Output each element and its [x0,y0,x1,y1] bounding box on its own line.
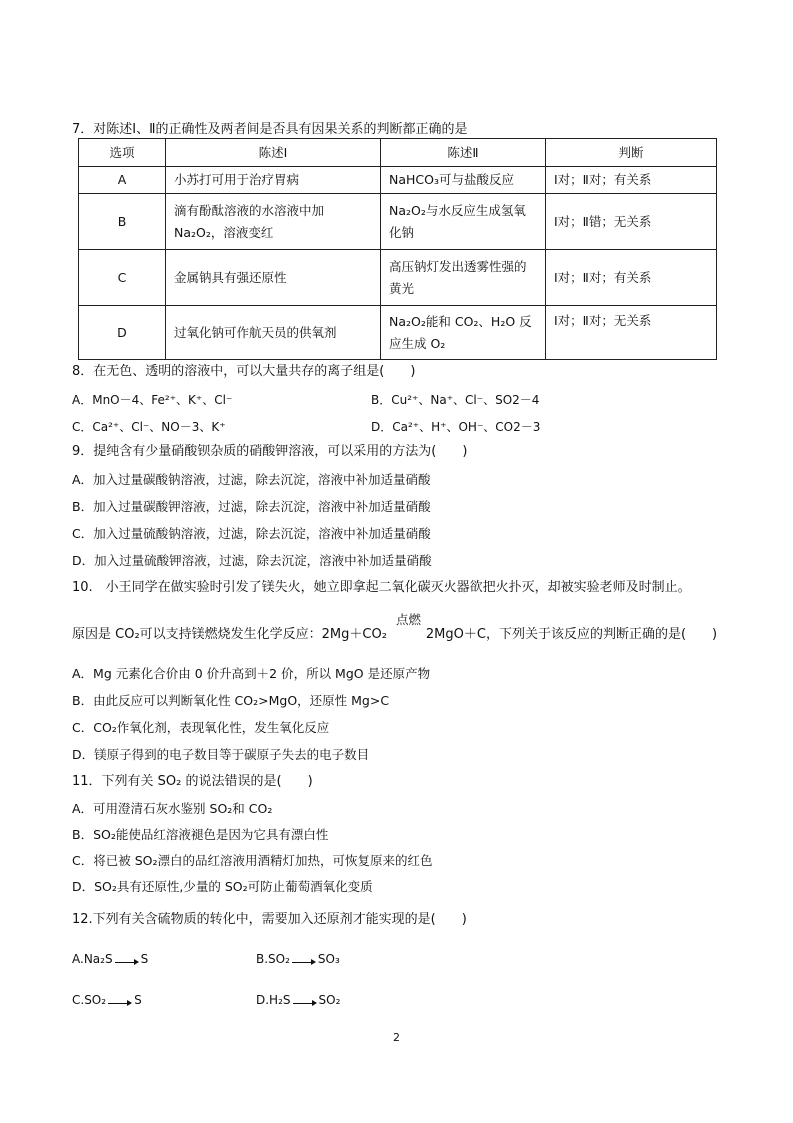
judge-cell: Ⅰ对；Ⅱ对；有关系 [546,167,717,194]
option-cell: C [79,250,166,306]
arrow-icon [293,997,317,1005]
product: SO₃ [317,952,340,966]
option-cell: D [79,306,166,360]
statement1-cell [166,306,381,360]
q10-line2: 原因是 CO₂可以支持镁燃烧发生化学反应：2Mg＋CO₂ 2MgO＋C，下列关于该反应的判断正确的是( ) [72,627,718,642]
cell-line: Na₂O₂与水反应生成氢氧 [389,202,526,218]
page-number: 2 [393,1031,400,1044]
arrow-icon [115,956,139,964]
cell-line: 小苏打可用于治疗胃病 [174,172,300,187]
statement2-cell [381,250,546,306]
table-header-cell: 陈述Ⅰ [166,139,381,167]
cell-line: 应生成 O₂ [389,335,446,351]
table-header-cell: 陈述Ⅱ [381,139,546,167]
q12-option-a [72,952,148,966]
statement2-cell [381,167,546,194]
cell-line: 金属钠具有强还原性 [174,269,287,285]
q8-option-c: C．Ca²⁺、Cl⁻、NO－3、K⁺ [72,420,226,434]
judge-cell: Ⅰ对；Ⅱ对；无关系 [546,306,717,360]
q10-reaction-condition: 点燃 [396,612,422,627]
reactant: B.SO₂ [256,952,290,966]
product: S [140,952,149,966]
cell-line: 高压钠灯发出透雾性强的 [389,258,527,274]
q12-option-b [256,952,340,966]
statement2-cell [381,194,546,250]
q12-option-d [256,993,340,1007]
statement1-cell [166,167,381,194]
q8-option-d: D．Ca²⁺、H⁺、OH⁻、CO2－3 [371,420,541,434]
product: S [134,993,142,1007]
judge-cell: Ⅰ对；Ⅱ对；有关系 [546,250,717,306]
q10-line1: 10. 小王同学在做实验时引发了镁失火，她立即拿起二氧化碳灭火器欲把火扑灭，却被实验老师及时制止。 [72,580,691,595]
q11-option-a: A．可用澄清石灰水鉴别 SO₂和 CO₂ [72,801,273,816]
q8-option-b: B．Cu²⁺、Na⁺、Cl⁻、SO2－4 [371,393,540,407]
cell-line: 黄光 [389,280,415,296]
reactant: A.Na₂S [72,952,113,966]
table-row [79,194,717,250]
cell-line: 过氧化钠可作航天员的供氧剂 [174,324,337,340]
statement1-cell [166,194,381,250]
q11-option-b: B．SO₂能使品红溶液褪色是因为它具有漂白性 [72,827,329,842]
q9-option-a: A．加入过量碳酸钠溶液，过滤，除去沉淀，溶液中补加适量硝酸 [72,472,431,487]
q9-option-c: C．加入过量硫酸钠溶液，过滤，除去沉淀，溶液中补加适量硝酸 [72,526,431,541]
cell-line: Na₂O₂，溶液变红 [174,224,274,240]
q12-stem: 12.下列有关含硫物质的转化中，需要加入还原剂才能实现的是( ) [72,912,467,927]
q8-stem: 8．在无色、透明的溶液中，可以大量共存的离子组是( ) [72,364,416,379]
table-header-row [79,139,717,167]
q10-option-b: B．由此反应可以判断氧化性 CO₂>MgO，还原性 Mg>C [72,693,390,708]
arrow-icon [292,956,316,964]
q9-option-b: B．加入过量碳酸钾溶液，过滤，除去沉淀，溶液中补加适量硝酸 [72,499,431,514]
reactant: D.H₂S [256,993,291,1007]
cell-line: 滴有酚酞溶液的水溶液中加 [174,202,325,218]
reactant: C.SO₂ [72,993,107,1007]
q12-option-c [72,993,142,1007]
table-row [79,250,717,306]
q7-stem: 7．对陈述Ⅰ、Ⅱ的正确性及两者间是否具有因果关系的判断都正确的是 [72,122,468,137]
statement2-cell [381,306,546,360]
q10-option-d: D．镁原子得到的电子数目等于碳原子失去的电子数目 [72,747,370,762]
product: SO₂ [318,993,341,1007]
q11-option-c: C．将已被 SO₂漂白的品红溶液用酒精灯加热，可恢复原来的红色 [72,853,433,868]
judge-cell: Ⅰ对；Ⅱ错；无关系 [546,194,717,250]
arrow-icon [108,997,132,1005]
table-row [79,167,717,194]
option-cell: A [79,167,166,194]
q11-stem: 11．下列有关 SO₂ 的说法错误的是( ) [72,774,313,789]
q10-option-a: A．Mg 元素化合价由 0 价升高到＋2 价，所以 MgO 是还原产物 [72,666,431,681]
table-header-cell: 判断 [546,139,717,167]
q11-option-d: D．SO₂具有还原性,少量的 SO₂可防止葡萄酒氧化变质 [72,879,373,894]
q8-option-a: A．MnO－4、Fe²⁺、K⁺、Cl⁻ [72,393,233,407]
q9-stem: 9．提纯含有少量硝酸钡杂质的硝酸钾溶液，可以采用的方法为( ) [72,444,468,459]
q7-table [78,138,717,360]
table-row [79,306,717,360]
cell-line: 化钠 [389,224,415,240]
statement1-cell [166,250,381,306]
option-cell: B [79,194,166,250]
table-header-cell: 选项 [79,139,166,167]
q9-option-d: D．加入过量硫酸钾溶液，过滤，除去沉淀，溶液中补加适量硝酸 [72,553,432,568]
q10-option-c: C．CO₂作氧化剂，表现氧化性，发生氧化反应 [72,720,330,735]
cell-line: NaHCO₃可与盐酸反应 [389,172,514,187]
cell-line: Na₂O₂能和 CO₂、H₂O 反 [389,313,532,329]
